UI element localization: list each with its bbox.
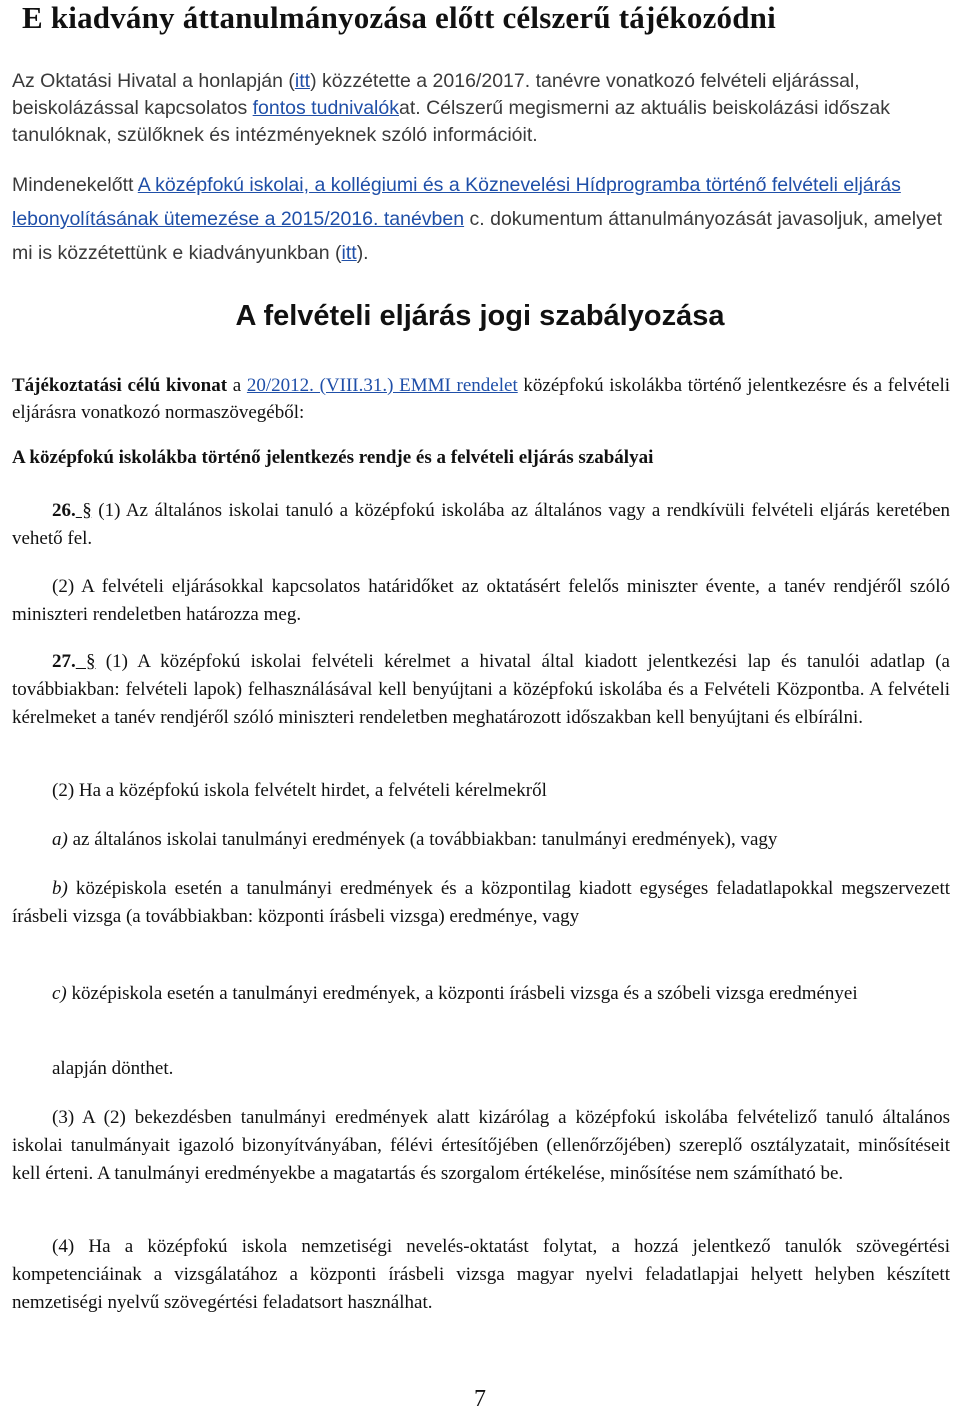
intro-text: at. Célszerű megismerni az aktuális beiskolázási időszak tanulóknak, szülőknek és intézményeknek szóló információit. [12, 97, 890, 146]
intro-text: c. dokumentum áttanulmányozását javasoljuk, amelyet mi is közzétettünk e kiadványunkban ( [12, 208, 943, 264]
intro-text: ). [356, 242, 369, 264]
item-label: b) [52, 878, 68, 899]
list-item-b [12, 875, 950, 931]
section-number: 26. [52, 500, 76, 521]
page-number: 7 [474, 1386, 486, 1412]
link-emmi-rendelet[interactable]: 20/2012. (VIII.31.) EMMI rendelet [246, 375, 518, 396]
list-item-c [12, 980, 950, 1008]
paragraph-sign: § [75, 651, 96, 672]
section-number: 27. [52, 651, 76, 672]
section-27-paragraph-2: (2) Ha a középfokú iskola felvételt hirdet, a felvételi kérelmekről [52, 780, 547, 801]
section-title: A felvételi eljárás jogi szabályozása [235, 300, 725, 332]
intro-text: Az Oktatási Hivatal a honlapján ( [12, 70, 295, 92]
section-27-paragraph-3: (3) A (2) bekezdésben tanulmányi eredmények alatt kizárólag a középfokú iskolába felvételiző tanuló általános iskolai tanulmányait igazoló bizonyítványában, félévi értesítőjében (ellenőrzőjében) szereplő osztályzatait, minősítéseit kell érteni. A tanulmányi eredményekbe a magatartás és szorgalom értékelése, minősítése nem számítható be. [12, 1107, 950, 1184]
summary-bold: Tájékoztatási célú kivonat [12, 375, 228, 396]
intro-text: ) közzétette a 2016/2017. tanévre vonatkozó felvételi eljárással, beiskolázással kapcsolatos [12, 70, 860, 119]
section-26-paragraph-1 [12, 497, 950, 553]
item-label: c) [52, 983, 67, 1004]
link-itt[interactable]: itt [294, 70, 311, 92]
paragraph-sign: § [75, 500, 92, 521]
list-item-a [12, 826, 950, 854]
page-title: E kiadvány áttanulmányozása előtt célszerű tájékozódni [22, 0, 776, 35]
link-utemezes-dokumentum[interactable]: A középfokú iskolai, a kollégiumi és a Köznevelési Hídprogramba történő felvételi eljárás lebonyolításának ütemezése a 2015/2016. tanévben [12, 174, 901, 230]
intro-paragraph-1 [12, 68, 950, 149]
item-text: középiskola esetén a tanulmányi eredmények és a központilag kiadott egységes feladatlapokkal megszervezett írásbeli vizsga (a továbbiakban: központi írásbeli vizsga) eredménye, vagy [12, 878, 950, 927]
paragraph-text: (1) A középfokú iskolai felvételi kérelmet a hivatal által kiadott jelentkezési lap és tanulói adatlap (a továbbiakban: felvételi lapok) felhasználásával kell benyújtani a középfokú iskolába és a Felvételi Központba. A felvételi kérelmeket a tanév rendjéről szóló miniszteri rendeletben meghatározott időszakban kell benyújtani és elbírálni. [12, 651, 950, 728]
section-27-paragraph-4: (4) Ha a középfokú iskola nemzetiségi nevelés-oktatást folytat, a hozzá jelentkező tanulók szövegértési kompetenciáinak a vizsgálatához a központi írásbeli vizsga magyar nyelvi feladatlapjai helyett helyben készített nemzetiségi nyelvű szövegértési feladatsort használhat. [12, 1236, 950, 1313]
decision-basis-line: alapján dönthet. [52, 1058, 174, 1079]
section-27-paragraph-1 [12, 648, 950, 732]
intro-text: Mindenekelőtt [12, 174, 138, 196]
rules-heading: A középfokú iskolákba történő jelentkezés rendje és a felvételi eljárás szabályai [12, 447, 654, 468]
summary-text: a [227, 375, 247, 396]
item-text: középiskola esetén a tanulmányi eredmények, a központi írásbeli vizsga és a szóbeli vizsga eredményei [66, 983, 858, 1004]
intro-paragraph-2 [12, 168, 950, 270]
item-label: a) [52, 829, 68, 850]
item-text: az általános iskolai tanulmányi eredmények (a továbbiakban: tanulmányi eredmények), vagy [67, 829, 778, 850]
link-fontos-tudnivalok[interactable]: fontos tudnivalók [252, 97, 399, 119]
summary-text: középfokú iskolákba történő jelentkezésre és a felvételi eljárásra vonatkozó normaszövegéből: [12, 375, 950, 423]
link-itt-2[interactable]: itt [341, 242, 357, 264]
section-26-paragraph-2: (2) A felvételi eljárásokkal kapcsolatos határidőket az oktatásért felelős miniszter évente, a tanév rendjéről szóló miniszteri rendeletben határozza meg. [12, 576, 950, 625]
summary-paragraph [12, 372, 950, 426]
paragraph-text: (1) Az általános iskolai tanuló a középfokú iskolába az általános vagy a rendkívüli felvételi eljárás keretében vehető fel. [12, 500, 951, 549]
